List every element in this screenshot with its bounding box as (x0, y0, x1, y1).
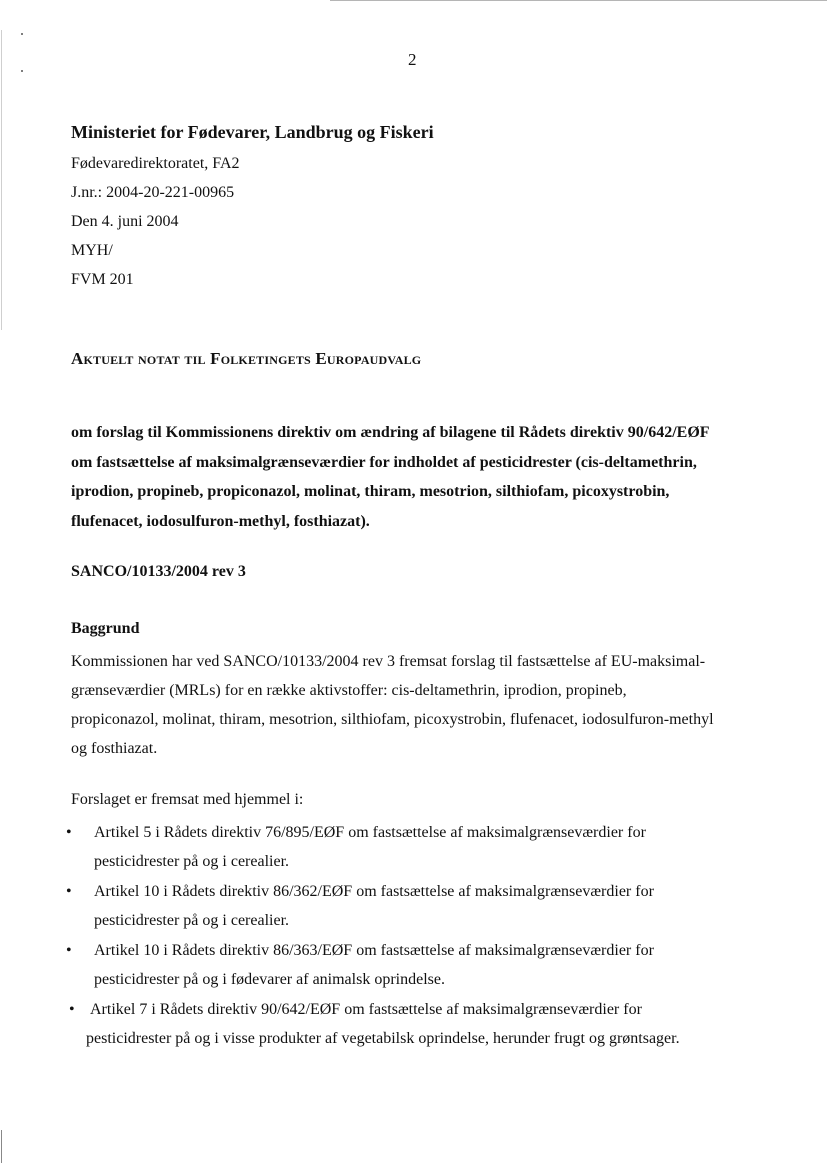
journal-number: J.nr.: 2004-20-221-00965 (71, 184, 235, 201)
list-item (66, 936, 786, 994)
list-item-line: Artikel 10 i Rådets direktiv 86/363/EØF om fastsættelse af maksimalgrænseværdier for (94, 942, 654, 959)
scan-edge-top (330, 0, 827, 1)
list-item (66, 877, 786, 935)
bullet-icon: • (66, 824, 72, 841)
subject-paragraph (71, 418, 771, 536)
scan-speck (21, 33, 23, 35)
scan-edge-left-bottom (1, 1130, 2, 1163)
bullet-icon: • (66, 942, 72, 959)
document-date: Den 4. juni 2004 (71, 213, 179, 230)
paragraph-line: og fosthiazat. (71, 740, 158, 757)
subject-line: om fastsættelse af maksimalgrænseværdier for indholdet af pesticidrester (cis-deltamethrin, (71, 453, 697, 471)
paragraph-line: propiconazol, molinat, thiram, mesotrion, silthiofam, picoxystrobin, flufenacet, iodosulfuron-methyl (71, 711, 714, 728)
list-item-line: pesticidrester på og i fødevarer af animalsk oprindelse. (94, 971, 445, 988)
list-item-line: Artikel 5 i Rådets direktiv 76/895/EØF om fastsættelse af maksimalgrænseværdier for (94, 824, 646, 841)
subject-line: flufenacet, iodosulfuron-methyl, fosthiazat). (71, 512, 370, 530)
document-title: Aktuelt notat til Folketingets Europaudvalg (71, 349, 422, 368)
bullet-icon: • (66, 883, 72, 900)
list-item-line: pesticidrester på og i cerealier. (94, 853, 290, 870)
directorate: Fødevaredirektoratet, FA2 (71, 155, 240, 172)
legal-basis-list (66, 818, 786, 1054)
bullet-icon: • (69, 1001, 75, 1018)
list-item-line: Artikel 7 i Rådets direktiv 90/642/EØF om fastsættelse af maksimalgrænseværdier for (90, 1001, 642, 1018)
page-number: 2 (408, 50, 417, 69)
list-item-line: pesticidrester på og i visse produkter af vegetabilsk oprindelse, herunder frugt og grøntsager. (86, 1030, 680, 1047)
ministry-name: Ministeriet for Fødevarer, Landbrug og Fiskeri (71, 122, 434, 142)
list-item (66, 995, 786, 1053)
letterhead (71, 122, 434, 294)
subject-line: iprodion, propineb, propiconazol, molinat, thiram, mesotrion, silthiofam, picoxystrobin, (71, 483, 670, 500)
list-item-line: Artikel 10 i Rådets direktiv 86/362/EØF om fastsættelse af maksimalgrænseværdier for (94, 883, 654, 900)
list-item (66, 818, 786, 876)
initials: MYH/ (71, 242, 113, 259)
scan-speck (21, 70, 23, 72)
file-reference: FVM 201 (71, 271, 134, 288)
background-paragraph (71, 647, 771, 763)
subject-line: om forslag til Kommissionens direktiv om ændring af bilagene til Rådets direktiv 90/642/EØF (71, 424, 710, 441)
paragraph-line: Kommissionen har ved SANCO/10133/2004 rev 3 fremsat forslag til fastsættelse af EU-maksimal- (71, 653, 706, 670)
paragraph-line: grænseværdier (MRLs) for en række aktivstoffer: cis-deltamethrin, iprodion, propineb, (71, 682, 627, 699)
scan-edge-left (1, 30, 2, 330)
sanco-reference: SANCO/10133/2004 rev 3 (71, 563, 246, 580)
legal-basis-intro: Forslaget er fremsat med hjemmel i: (71, 791, 304, 808)
list-item-line: pesticidrester på og i cerealier. (94, 912, 290, 929)
section-heading-baggrund: Baggrund (71, 620, 140, 637)
